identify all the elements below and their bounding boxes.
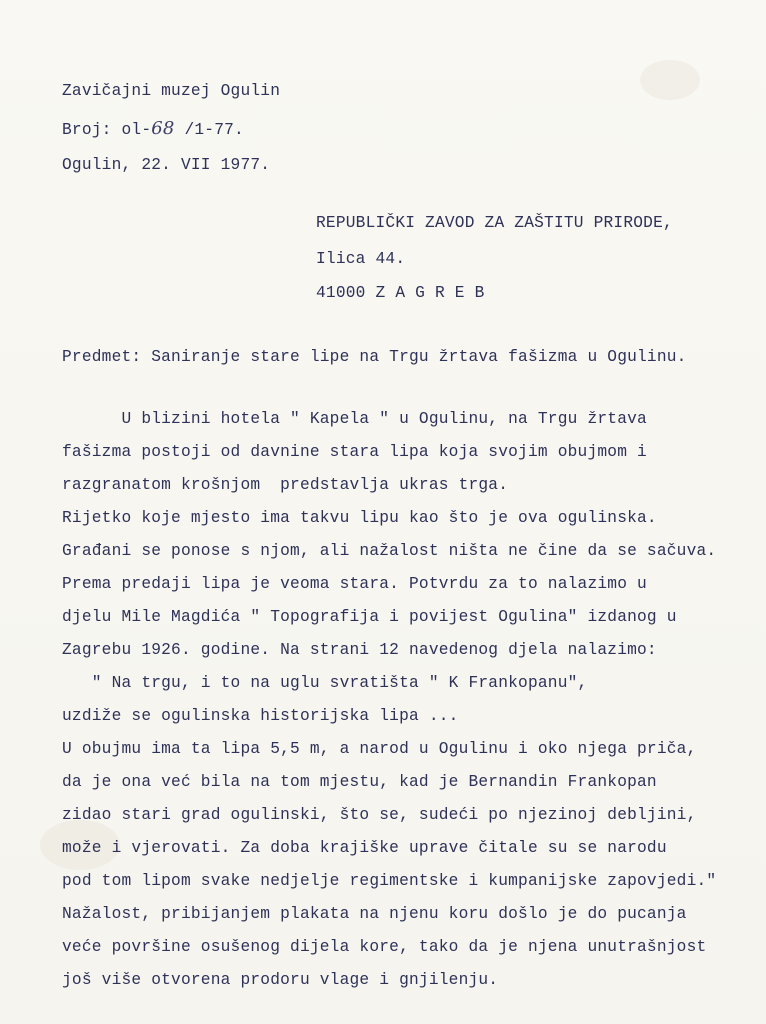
body-line: zidao stari grad ogulinski, što se, sudeći po njezinoj debljini, bbox=[62, 806, 697, 824]
place-date: Ogulin, 22. VII 1977. bbox=[62, 156, 271, 174]
recipient-line-3: 41000 Z A G R E B bbox=[316, 284, 485, 302]
handwritten-reference: 68 bbox=[151, 118, 175, 139]
subject-line: Predmet: Saniranje stare lipe na Trgu žrtava fašizma u Ogulinu. bbox=[62, 348, 687, 366]
recipient-line-1: REPUBLIČKI ZAVOD ZA ZAŠTITU PRIRODE, bbox=[316, 214, 673, 232]
body-line: Građani se ponose s njom, ali nažalost ništa ne čine da se sačuva. bbox=[62, 542, 717, 560]
body-line: " Na trgu, i to na uglu svratišta " K Frankopanu", bbox=[62, 674, 588, 692]
body-line: razgranatom krošnjom predstavlja ukras trga. bbox=[62, 476, 509, 494]
body-line: Rijetko koje mjesto ima takvu lipu kao što je ova ogulinska. bbox=[62, 509, 657, 527]
reference-number bbox=[62, 118, 244, 139]
body-line: U blizini hotela " Kapela " u Ogulinu, na Trgu žrtava bbox=[62, 410, 647, 428]
paper-stain bbox=[640, 60, 700, 100]
body-line: Prema predaji lipa je veoma stara. Potvrdu za to nalazimo u bbox=[62, 575, 647, 593]
reference-suffix: /1-77. bbox=[174, 121, 244, 139]
reference-prefix: Broj: ol- bbox=[62, 121, 152, 139]
institution-name: Zavičajni muzej Ogulin bbox=[62, 82, 281, 100]
body-line: može i vjerovati. Za doba krajiške uprave čitale su se narodu bbox=[62, 839, 667, 857]
body-line: Nažalost, pribijanjem plakata na njenu koru došlo je do pucanja bbox=[62, 905, 687, 923]
body-line: fašizma postoji od davnine stara lipa koja svojim obujmom i bbox=[62, 443, 647, 461]
body-line: U obujmu ima ta lipa 5,5 m, a narod u Ogulinu i oko njega priča, bbox=[62, 740, 697, 758]
body-line: još više otvorena prodoru vlage i gnjilenju. bbox=[62, 971, 499, 989]
body-line: veće površine osušenog dijela kore, tako da je njena unutrašnjost bbox=[62, 938, 707, 956]
body-line: da je ona već bila na tom mjestu, kad je Bernandin Frankopan bbox=[62, 773, 657, 791]
recipient-line-2: Ilica 44. bbox=[316, 250, 406, 268]
body-line: Zagrebu 1926. godine. Na strani 12 navedenog djela nalazimo: bbox=[62, 641, 657, 659]
body-line: uzdiže se ogulinska historijska lipa ... bbox=[62, 707, 459, 725]
body-line: djelu Mile Magdića " Topografija i povijest Ogulina" izdanog u bbox=[62, 608, 677, 626]
body-line: pod tom lipom svake nedjelje regimentske i kumpanijske zapovjedi." bbox=[62, 872, 717, 890]
